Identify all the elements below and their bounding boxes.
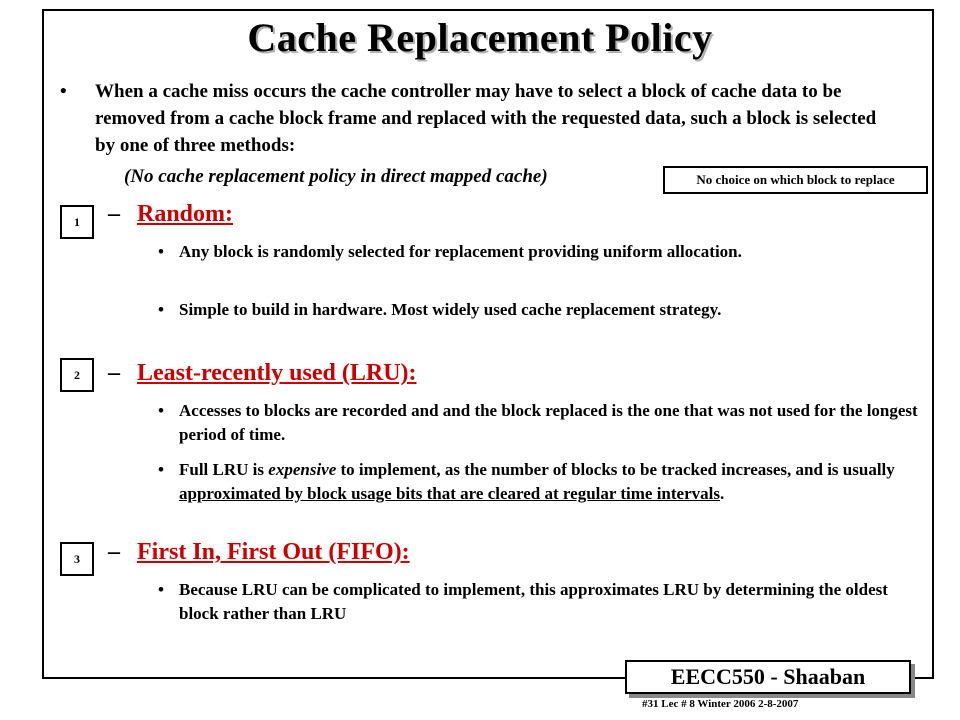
method-number-box: 1	[60, 205, 94, 239]
lru-text-underlined: approximated by block usage bits that are cleared at regular time intervals	[179, 484, 720, 503]
method-heading-lru: Least-recently used (LRU):	[137, 360, 417, 386]
method-number-box: 3	[60, 542, 94, 576]
dash-glyph: –	[108, 360, 120, 386]
method-point-text: Any block is randomly selected for replacement providing uniform allocation.	[179, 242, 742, 261]
lru-text-emphasis: expensive	[268, 460, 337, 479]
bullet-icon: •	[158, 300, 164, 319]
method-heading-fifo: First In, First Out (FIFO):	[137, 539, 410, 565]
method-point-text: Accesses to blocks are recorded and and the block replaced is the one that was not used for the longest period of time.	[179, 401, 918, 444]
lecture-info: #31 Lec # 8 Winter 2006 2-8-2007	[642, 698, 799, 710]
method-heading-random: Random:	[137, 201, 234, 227]
no-choice-callout: No choice on which block to replace	[663, 166, 928, 194]
lru-text-e: .	[719, 484, 725, 503]
course-footer-badge: EECC550 - Shaaban	[625, 660, 911, 694]
dash-glyph: –	[108, 201, 120, 227]
dash-glyph: –	[108, 539, 120, 565]
bullet-icon: •	[158, 460, 164, 479]
lru-cost-text	[179, 458, 919, 506]
intro-text: When a cache miss occurs the cache controller may have to select a block of cache data to be removed from a cache block frame and replaced with the requested data, such a block is selected by one of three methods:	[95, 81, 877, 156]
method-number-box: 2	[60, 358, 94, 392]
direct-mapped-note: (No cache replacement policy in direct mapped cache)	[124, 166, 548, 187]
lru-text-a: Full LRU is	[179, 460, 269, 479]
bullet-icon: •	[158, 580, 164, 599]
bullet-icon: •	[158, 401, 164, 420]
bullet-icon: •	[158, 242, 164, 261]
bullet-icon: •	[60, 81, 67, 102]
slide-title: Cache Replacement Policy	[247, 15, 713, 60]
method-point-text: Because LRU can be complicated to implement, this approximates LRU by determining the oldest block rather than LRU	[179, 580, 888, 623]
lru-text-c: to implement, as the number of blocks to be tracked increases, and is usually	[336, 460, 895, 479]
method-point-text: Simple to build in hardware. Most widely used cache replacement strategy.	[179, 300, 722, 319]
